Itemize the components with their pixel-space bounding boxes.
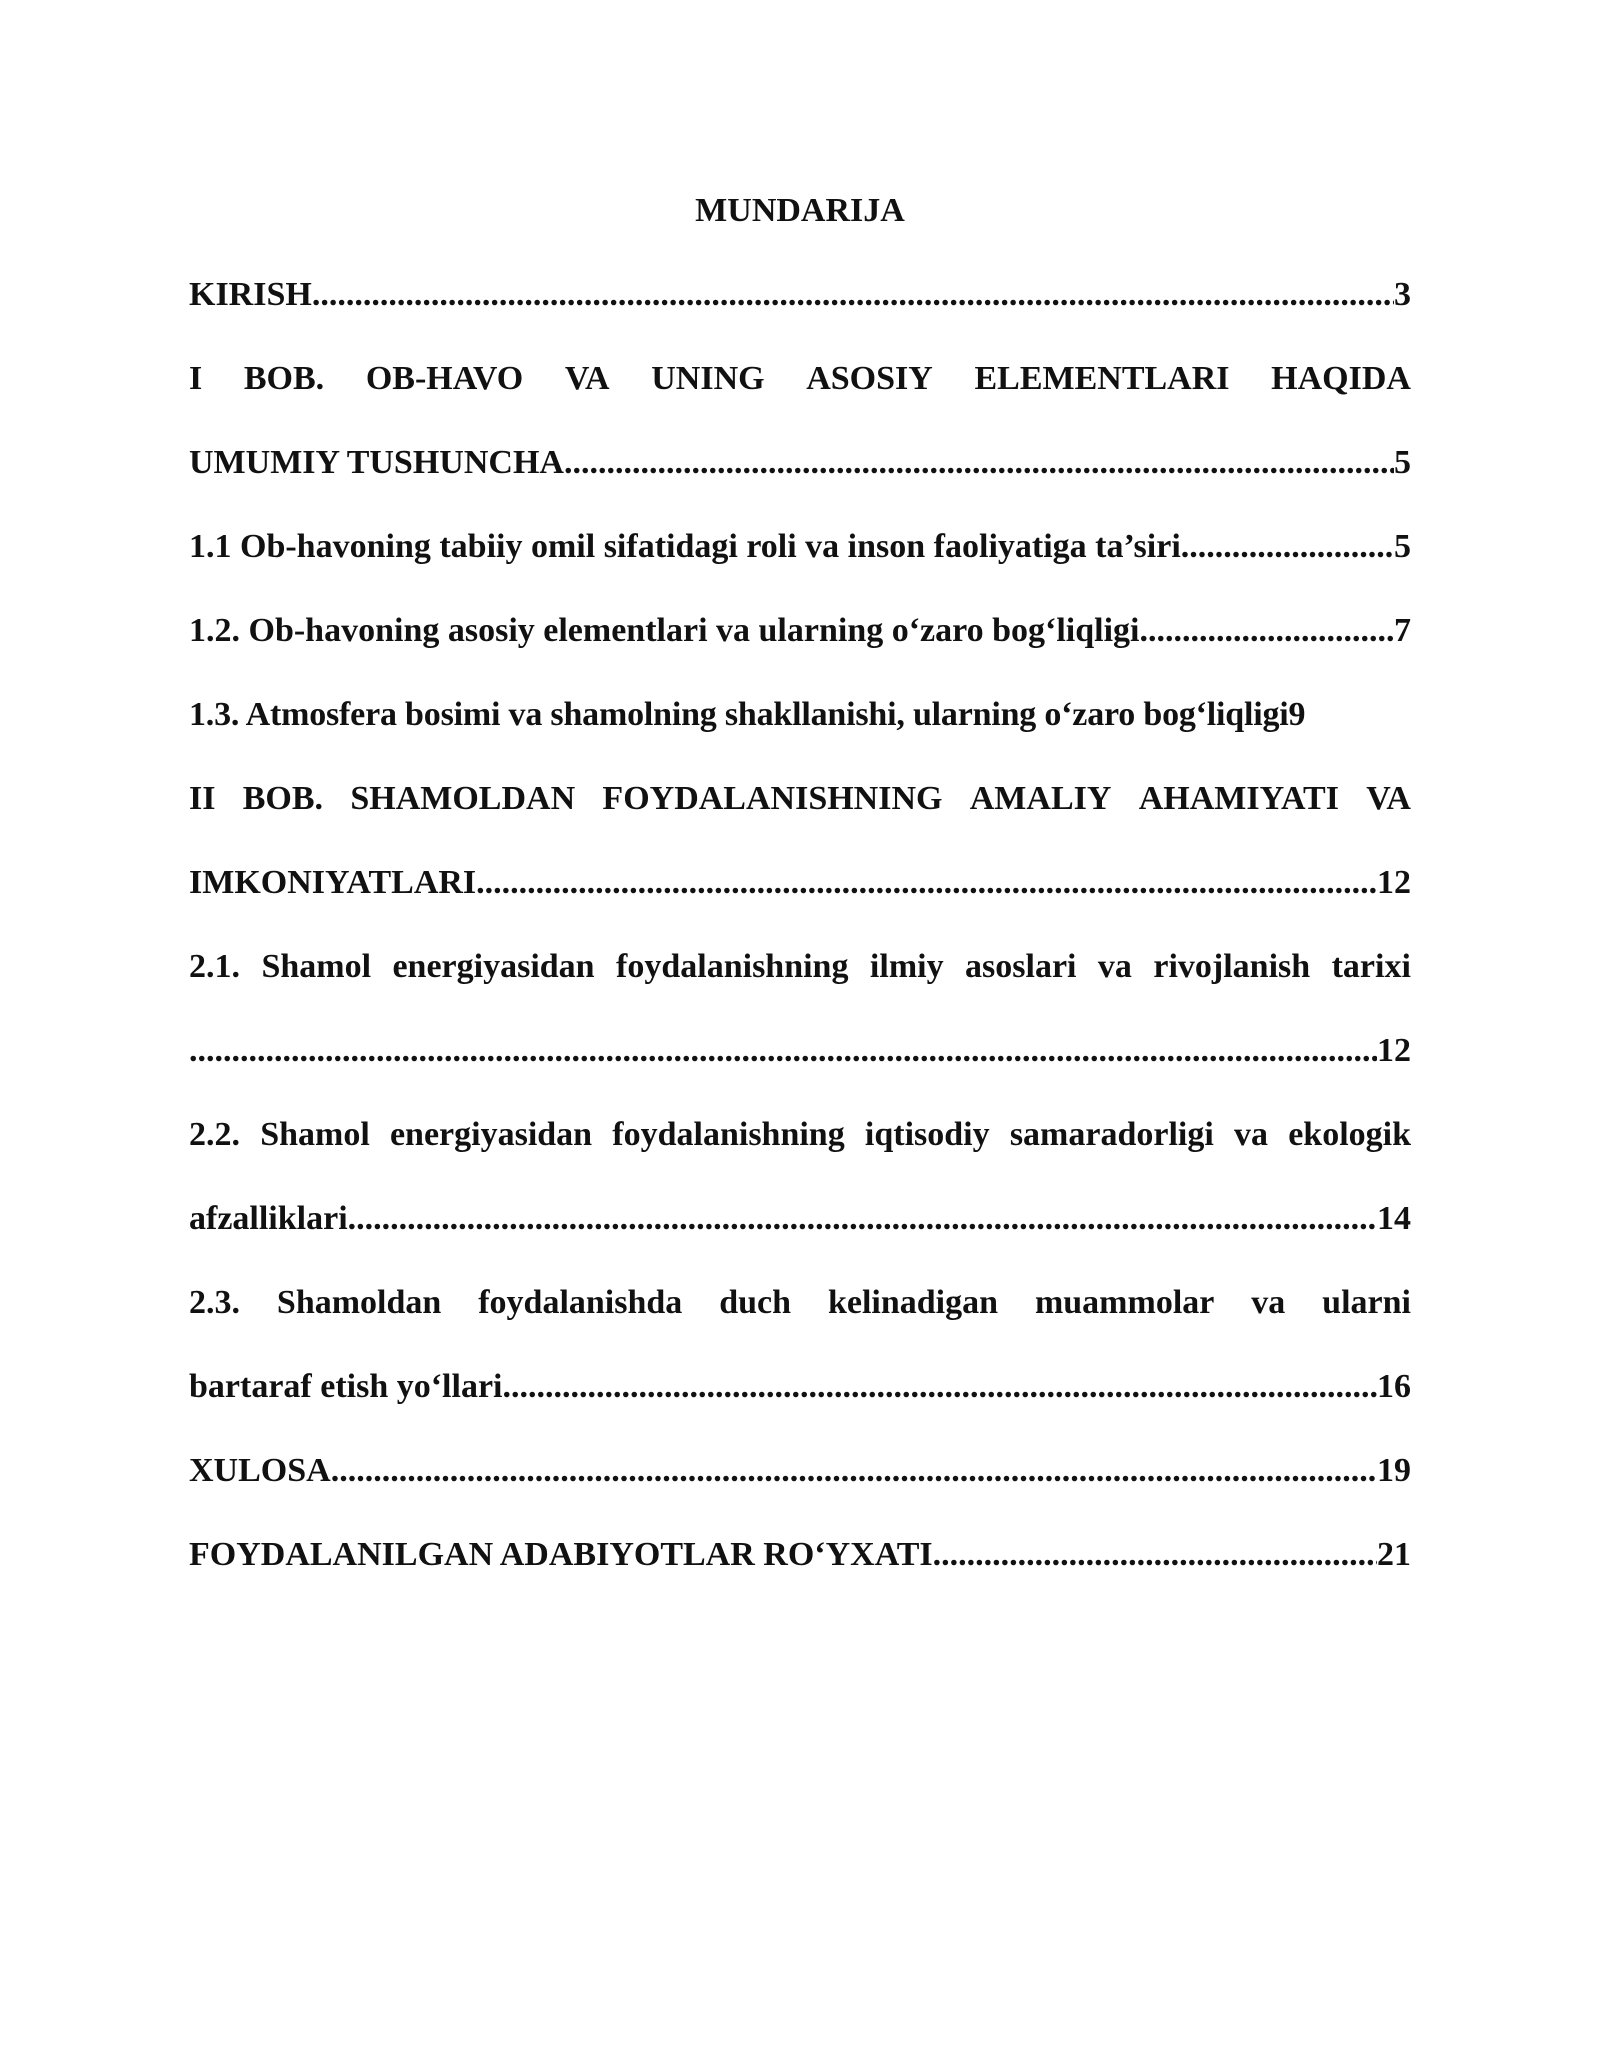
toc-entry-label: afzalliklari — [189, 1200, 348, 1237]
toc-entry-label-word: kelinadigan — [827, 1284, 999, 1321]
dot-leader — [1181, 522, 1394, 572]
toc-entry-label-word: BOB. — [242, 780, 324, 817]
dot-leader — [312, 270, 1394, 320]
toc-entry-label-word: samaradorligi — [1009, 1116, 1214, 1153]
dot-leader — [348, 1194, 1377, 1244]
toc-entry-1-3[interactable] — [189, 690, 1411, 740]
toc-entry-label: 1.3. Atmosfera bosimi va shamolning shakllanishi, ularning o‘zaro bog‘liqligi — [189, 696, 1289, 733]
toc-entry-label: 1.1 Ob-havoning tabiiy omil sifatidagi roli va inson faoliyatiga ta’siri — [189, 528, 1181, 565]
toc-entry-1-1[interactable] — [189, 522, 1411, 572]
toc-entry-kirish[interactable] — [189, 270, 1411, 320]
toc-entry-page: 3 — [1394, 276, 1411, 313]
toc-entry-label: KIRISH — [189, 276, 312, 313]
toc-entry-label-word: rivojlanish — [1153, 948, 1311, 985]
toc-entry-2-3-line1[interactable] — [189, 1278, 1411, 1328]
toc-entry-page: 9 — [1288, 696, 1306, 733]
toc-entry-label: IMKONIYATLARI — [189, 864, 477, 901]
toc-entry-label: bartaraf etish yo‘llari — [189, 1368, 503, 1405]
toc-entry-page: 19 — [1377, 1452, 1411, 1489]
toc-entry-label: UMUMIY TUSHUNCHA — [189, 444, 564, 481]
dot-leader — [933, 1530, 1377, 1580]
toc-entry-references[interactable] — [189, 1530, 1411, 1580]
toc-entry-page: 5 — [1394, 444, 1411, 481]
dot-leader — [503, 1362, 1378, 1412]
dot-leader — [331, 1446, 1377, 1496]
toc-entry-label-word: va — [1251, 1284, 1286, 1321]
toc-entry-page: 5 — [1394, 528, 1411, 565]
toc-entry-label-word: ekologik — [1288, 1116, 1411, 1153]
toc-entry-label-word: ELEMENTLARI — [974, 360, 1230, 397]
toc-entry-label-word: VA — [1366, 780, 1411, 817]
dot-leader — [189, 1026, 1377, 1076]
toc-entry-label-word: energiyasidan — [392, 948, 595, 985]
toc-entry-label-word: ularni — [1322, 1284, 1411, 1321]
toc-entry-label: XULOSA — [189, 1452, 331, 1489]
toc-entry-label-word: va — [1097, 948, 1132, 985]
toc-entry-label-word: Shamoldan — [276, 1284, 442, 1321]
toc-entry-2-1-line2[interactable] — [189, 1026, 1411, 1076]
toc-entry-page: 12 — [1377, 864, 1411, 901]
toc-entry-page: 16 — [1377, 1368, 1411, 1405]
toc-entry-label-word: ilmiy — [869, 948, 944, 985]
toc-entry-label-word: tarixi — [1331, 948, 1411, 985]
toc-entry-chapter-2-line1[interactable] — [189, 774, 1411, 824]
toc-entry-label: 1.2. Ob-havoning asosiy elementlari va ularning o‘zaro bog‘liqligi — [189, 612, 1140, 649]
toc-entry-label-word: 2.3. — [189, 1284, 240, 1321]
toc-entry-label-word: muammolar — [1034, 1284, 1215, 1321]
toc-entry-label-word: AMALIY — [969, 780, 1112, 817]
toc-entry-2-3-line2[interactable] — [189, 1362, 1411, 1412]
toc-entry-page: 12 — [1377, 1032, 1411, 1069]
toc-entry-page: 21 — [1377, 1536, 1411, 1573]
toc-entry-label-word: duch — [719, 1284, 792, 1321]
toc-entry-label-word: SHAMOLDAN — [350, 780, 576, 817]
toc-entry-label-word: 2.2. — [189, 1116, 240, 1153]
toc-entry-label-word: ASOSIY — [806, 360, 933, 397]
dot-leader — [564, 438, 1394, 488]
toc-entry-label: FOYDALANILGAN ADABIYOTLAR RO‘YXATI — [189, 1536, 933, 1573]
toc-entry-label-word: 2.1. — [189, 948, 240, 985]
toc-entry-label-word: UNING — [651, 360, 765, 397]
toc-entry-label-word: Shamol — [261, 948, 372, 985]
dot-leader — [476, 858, 1377, 908]
toc-entry-label-word: asoslari — [965, 948, 1077, 985]
toc-entry-label-word: OB-HAVO — [365, 360, 524, 397]
toc-entry-label-word: FOYDALANISHNING — [602, 780, 943, 817]
toc-entry-1-2[interactable] — [189, 606, 1411, 656]
toc-entry-xulosa[interactable] — [189, 1446, 1411, 1496]
toc-entry-label-word: AHAMIYATI — [1138, 780, 1339, 817]
toc-entry-label-word: va — [1234, 1116, 1268, 1153]
toc-entry-2-2-line1[interactable] — [189, 1110, 1411, 1160]
toc-title: MUNDARIJA — [695, 192, 905, 229]
toc-entry-label-word: BOB. — [243, 360, 325, 397]
toc-entry-label-word: foydalanishning — [616, 948, 849, 985]
toc-entry-label-word: II — [189, 780, 216, 817]
toc-entry-label-word: energiyasidan — [389, 1116, 593, 1153]
toc-entry-chapter-1-line1[interactable] — [189, 354, 1411, 404]
dot-leader — [1140, 606, 1395, 656]
toc-entry-page: 14 — [1377, 1200, 1411, 1237]
toc-entry-label-word: iqtisodiy — [864, 1116, 990, 1153]
toc-entry-label-word: HAQIDA — [1271, 360, 1411, 397]
toc-entry-label-word: I — [189, 360, 203, 397]
toc-entry-page: 7 — [1394, 612, 1411, 649]
toc-entry-label-word: Shamol — [260, 1116, 370, 1153]
toc-entry-label-word: foydalanishda — [478, 1284, 683, 1321]
toc-entry-chapter-2-line2[interactable] — [189, 858, 1411, 908]
toc-entry-label-word: VA — [564, 360, 610, 397]
toc-entry-2-2-line2[interactable] — [189, 1194, 1411, 1244]
toc-entry-chapter-1-line2[interactable] — [189, 438, 1411, 488]
toc-entry-2-1-line1[interactable] — [189, 942, 1411, 992]
toc-entry-label-word: foydalanishning — [612, 1116, 845, 1153]
